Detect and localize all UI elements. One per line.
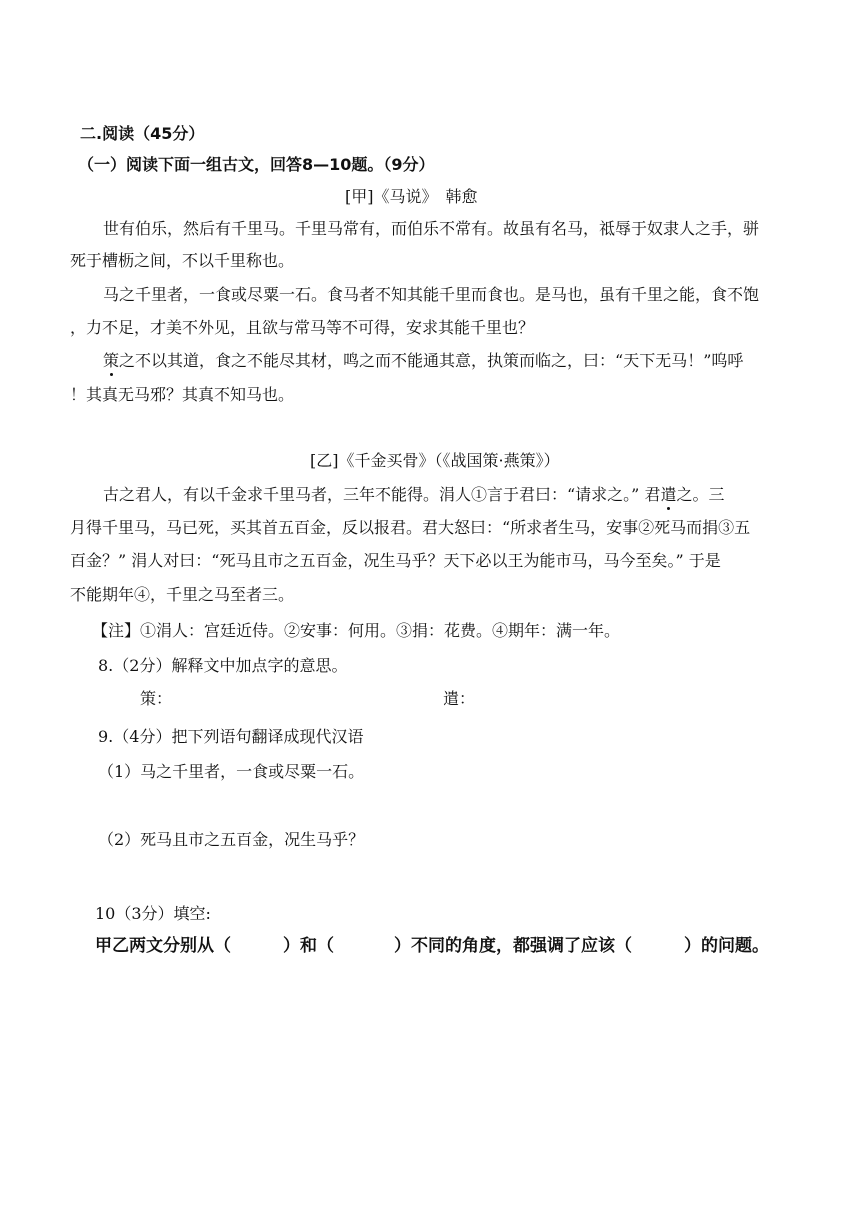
q9-item1: （1）马之千里者，一食或尽粟一石。: [98, 762, 365, 781]
text-yi-line4: 不能期年④，千里之马至者三。: [70, 585, 295, 604]
text-jia-p2-line2: ，力不足，才美不外见，且欲与常马等不可得，安求其能千里也？: [70, 318, 535, 337]
text-jia-p3-line1: [103, 350, 743, 372]
section-subtitle: （一）阅读下面一组古文，回答8—10题。（9分）: [78, 155, 435, 174]
section-title: 二.阅读（45分）: [80, 124, 205, 143]
text-jia-p3-line2: ！其真无马邪？其真不知马也。: [70, 385, 295, 404]
text-yi-line1-before: 古之君人，有以千金求千里马者，三年不能得。涓人①言于君曰：“请求之。” 君: [103, 485, 661, 504]
q10-fill-sentence: [95, 935, 769, 957]
dotted-char-ce: 策: [103, 351, 120, 370]
text-jia-p2-line1: 马之千里者，一食或尽粟一石。食马者不知其能千里而食也。是马也，虽有千里之能，食不饱: [103, 285, 760, 304]
text-jia-heading: [甲]《马说》 韩愈: [345, 187, 478, 206]
text-yi-line2: 月得千里马，马已死，买其首五百金，反以报君。君大怒曰：“所求者生马，安事②死马而捐③五: [70, 518, 751, 537]
q8-prompt: 8.（2分）解释文中加点字的意思。: [98, 656, 348, 675]
q9-item2: （2）死马且市之五百金，况生马乎？: [98, 830, 365, 849]
text-yi-line1-after: 之。三: [676, 485, 725, 504]
dotted-char-qian: 遣: [660, 485, 677, 504]
q10-part2: ）和（: [283, 936, 334, 956]
text-jia-p1-line1: 世有伯乐，然后有千里马。千里马常有，而伯乐不常有。故虽有名马，祗辱于奴隶人之手，骈: [103, 219, 760, 238]
q10-part1: 甲乙两文分别从（: [95, 936, 231, 956]
text-jia-p3-line1-rest: 之不以其道，食之不能尽其材，鸣之而不能通其意，执策而临之，曰：“天下无马！”呜呼: [119, 351, 744, 370]
text-yi-note: 【注】①涓人：宫廷近侍。②安事：何用。③捐：花费。④期年：满一年。: [92, 621, 621, 640]
text-yi-line3: 百金？” 涓人对曰：“死马且市之五百金，况生马乎？天下必以王为能市马，马今至矣。” 于是: [70, 551, 721, 570]
text-yi-heading: [乙]《千金买骨》（《战国策·燕策》）: [310, 451, 560, 470]
q10-part4: ）的问题。: [684, 936, 769, 956]
q9-prompt: 9.（4分）把下列语句翻译成现代汉语: [98, 727, 364, 746]
text-yi-line1: [103, 484, 724, 506]
q8-item-ce: 策：: [140, 689, 173, 708]
q8-item-qian: 遣：: [443, 689, 476, 708]
q10-part3: ）不同的角度，都强调了应该（: [394, 936, 632, 956]
text-jia-p1-line2: 死于槽枥之间，不以千里称也。: [70, 251, 295, 270]
q10-prompt: 10（3分）填空:: [95, 904, 211, 923]
